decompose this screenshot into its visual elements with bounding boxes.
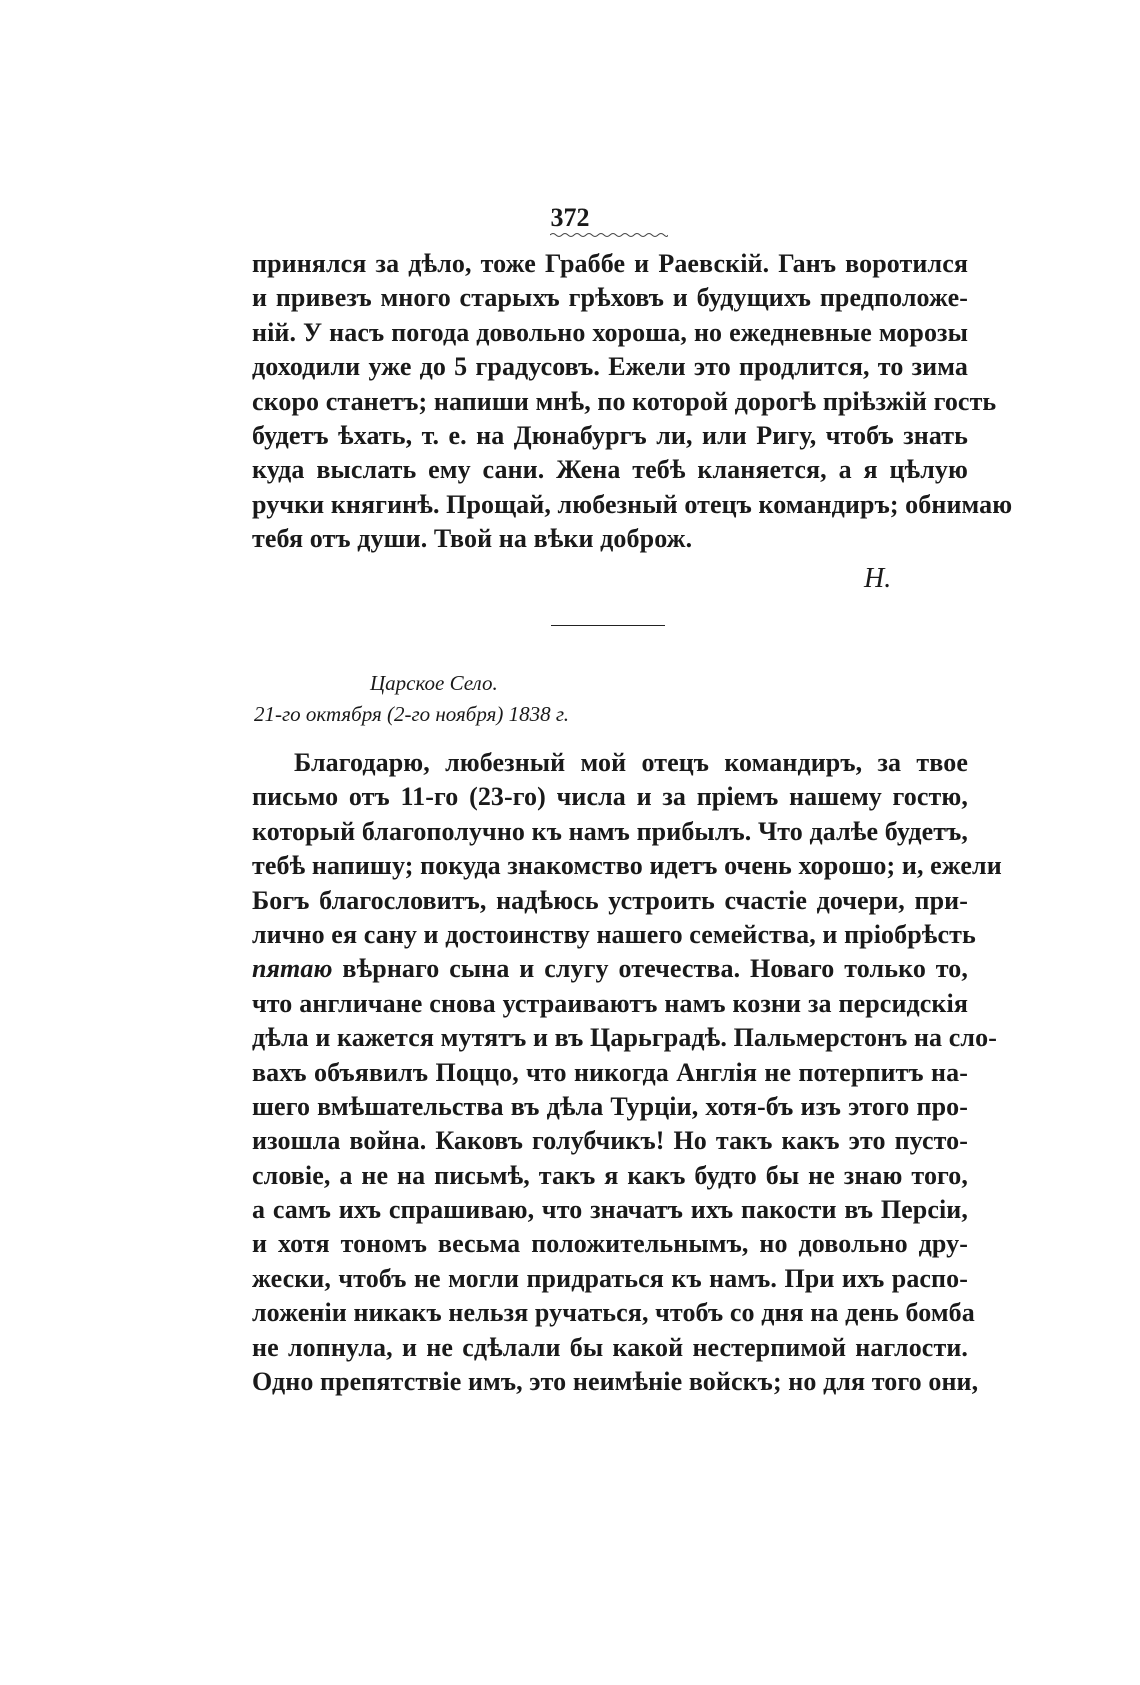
text-line: и хотя тономъ весьма положительнымъ, но довольно дру- xyxy=(252,1229,968,1259)
text-line: ній. У насъ погода довольно хороша, но ежедневные морозы xyxy=(252,317,968,347)
text-line: а самъ ихъ спрашиваю, что значатъ ихъ пакости въ Персіи, xyxy=(252,1195,968,1225)
text-line: словіе, а не на письмѣ, такъ я какъ будто бы не знаю того, xyxy=(252,1160,968,1190)
page-number: 372 xyxy=(550,203,590,232)
text-line: ручки княгинѣ. Прощай, любезный отецъ командиръ; обнимаю xyxy=(252,489,1013,519)
text-line: который благополучно къ намъ прибылъ. Что далѣе будетъ, xyxy=(252,816,968,846)
text-line: Богъ благословитъ, надѣюсь устроить счастіе дочери, при- xyxy=(252,885,968,915)
text-line: тебѣ напишу; покуда знакомство идетъ очень хорошо; и, ежели xyxy=(252,851,1002,881)
text-line: изошла война. Каковъ голубчикъ! Но такъ какъ это пусто- xyxy=(252,1126,968,1156)
text-line: Одно препятствіе имъ, это неимѣніе войскъ; но для того они, xyxy=(252,1367,979,1397)
italic-word: пятаю xyxy=(252,954,333,984)
page-number-ornament xyxy=(550,232,668,238)
section-divider xyxy=(551,625,665,626)
text-line-rest: вѣрнаго сына и слугу отечества. Новаго только то, xyxy=(342,954,968,984)
text-line: не лопнула, и не сдѣлали бы какой нестерпимой наглости. xyxy=(252,1332,968,1362)
letter-date: 21-го октября (2-го ноября) 1838 г. xyxy=(254,702,569,726)
text-line: что англичане снова устраиваютъ намъ козни за персидскія xyxy=(252,988,968,1018)
letter-1-body xyxy=(252,247,1013,557)
text-line-with-italic xyxy=(252,952,968,986)
text-line: жески, чтобъ не могли придраться къ намъ. При ихъ распо- xyxy=(252,1263,968,1293)
text-line: Благодарю, любезный мой отецъ командиръ, за твое xyxy=(294,748,968,777)
text-line: шего вмѣшательства въ дѣла Турціи, хотя-бъ изъ этого про- xyxy=(252,1091,968,1121)
letter-place: Царское Село. xyxy=(370,671,498,695)
text-line: принялся за дѣло, тоже Граббе и Раевскій. Ганъ воротился xyxy=(252,249,968,278)
text-line: скоро станетъ; напиши мнѣ, по которой дорогѣ пріѣзжій гость xyxy=(252,386,997,416)
text-line: доходили уже до 5 градусовъ. Ежели это продлится, то зима xyxy=(252,352,968,382)
text-line: будетъ ѣхать, т. е. на Дюнабургъ ли, или Ригу, чтобъ знать xyxy=(252,420,968,450)
signature: Н. xyxy=(864,563,892,594)
text-line: письмо отъ 11-го (23-го) числа и за пріемъ нашему гостю, xyxy=(252,782,968,812)
text-line: куда выслать ему сани. Жена тебѣ кланяется, а я цѣлую xyxy=(252,455,968,485)
text-line: и привезъ много старыхъ грѣховъ и будущихъ предположе- xyxy=(252,283,968,313)
text-line: ложеніи никакъ нельзя ручаться, чтобъ со дня на день бомба xyxy=(252,1298,975,1328)
text-line: тебя отъ души. Твой на вѣки доброж. xyxy=(252,524,693,554)
letter-2-body xyxy=(252,746,1002,1399)
text-line: дѣла и кажется мутятъ и въ Царьградѣ. Пальмерстонъ на сло- xyxy=(252,1023,997,1053)
text-line: вахъ объявилъ Поццо, что никогда Англія не потерпитъ на- xyxy=(252,1057,968,1087)
text-line: лично ея сану и достоинству нашего семейства, и пріобрѣсть xyxy=(252,919,976,949)
